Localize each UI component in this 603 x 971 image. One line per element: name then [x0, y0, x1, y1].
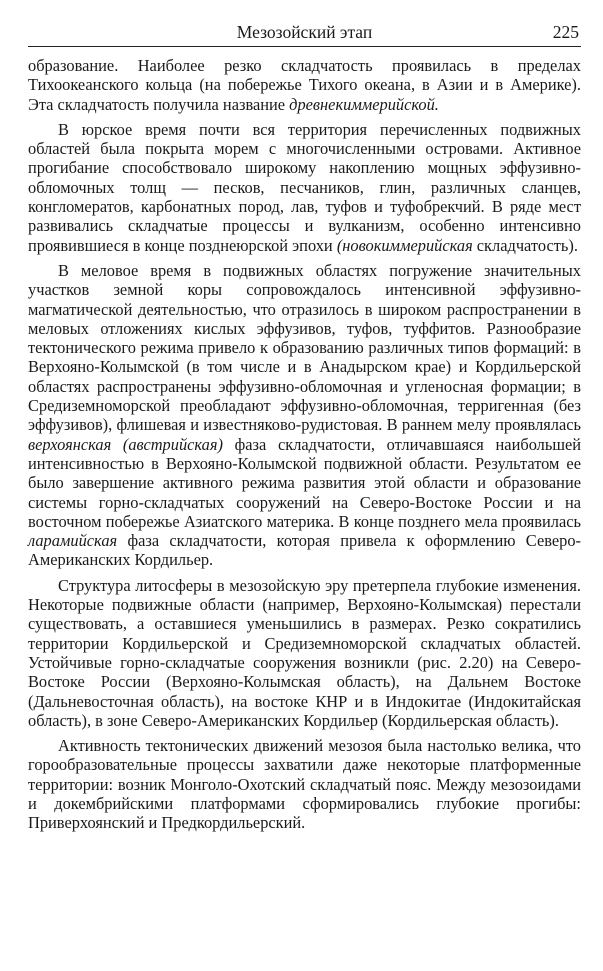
paragraph-3-term-verkhoyansk-austrian: верхоянская (австрийская) [28, 434, 223, 454]
paragraph-5-text-1: Активность тектонических движений мезозоя была настолько велика, что горообразовательные процессы захватили даже некоторые платформенные территории: возник Монголо-Охотский складчатый пояс. Между мезозоидами и докембрийскими платформами сформировались глубокие прогибы: Приверхоянский и Предкордильерский. [28, 736, 581, 833]
page-number: 225 [552, 22, 579, 42]
paragraph-2-text-2: складчатость). [472, 235, 578, 255]
paragraph-3-text-3: фаза складчатости, которая привела к оформлению Северо-Американских Кордильер. [28, 531, 581, 570]
running-head [28, 20, 581, 47]
paragraph-2 [28, 120, 581, 255]
running-title: Мезозойский этап [236, 22, 373, 42]
body-text [28, 56, 581, 833]
paragraph-4 [28, 576, 581, 730]
paragraph-3-term-laramide: ларамийская [28, 531, 118, 551]
paragraph-4-text-1: Структура литосферы в мезозойскую эру претерпела глубокие изменения. Некоторые подвижные области (например, Верхояно-Колымская) перестали существовать, а оставшиеся уменьшились в размерах. Резко сократились территории Кордильерской и Средиземноморской складчатых областей. Устойчивые горно-складчатые сооружения возникли (рис. 2.20) на Северо-Востоке России (Верхояно-Колымская область), на Дальнем Востоке (Дальневосточная область), на востоке КНР и в Индокитае (Индокитайская область), в зоне Северо-Американских Кордильер (Кордильерская область). [28, 575, 581, 730]
paragraph-1 [28, 56, 581, 114]
paragraph-3-text-1: В меловое время в подвижных областях погружение значительных участков земной коры сопровождалось интенсивной эффузивно-магматической деятельностью, что отразилось в широком распространении в меловых отложениях кислых эффузивов, туфов, туффитов. Разнообразие тектонического режима привело к образованию различных типов формаций: в Верхояно-Колымской (в том числе и в Анадырском крае) и Кордильерской областях распространены эффузивно-обломочная и угленосная формации; в Средиземноморской преобладают эффузивно-обломочная, терригенная (без эффузивов), флишевая и известняково-рудистовая. В раннем мелу проявлялась [28, 260, 581, 435]
paragraph-3 [28, 261, 581, 570]
paragraph-1-text-1: образование. Наиболее резко складчатость проявилась в пределах Тихоокеанского кольца (на побережье Тихого океана, в Азии и в Америке). Эта складчатость получила название [28, 56, 581, 114]
paragraph-2-term-new-cimmerian: (новокиммерийская [336, 235, 473, 255]
paragraph-2-text-1: В юрское время почти вся территория перечисленных подвижных областей была покрыта морем с многочисленными островами. Активное прогибание способствовало широкому накоплению мощных эффузивно-обломочных толщ — песков, песчаников, глин, различных сланцев, конгломератов, карбонатных пород, лав, туфов и туфобрекчий. В ряде мест развивались складчатые процессы и вулканизм, особенно интенсивно проявившиеся в конце позднеюрской эпохи [28, 119, 581, 255]
paragraph-1-term-ancient-cimmerian: древнекиммерийской. [289, 94, 439, 114]
paragraph-5 [28, 736, 581, 832]
paragraph-3-text-2: фаза складчатости, отличавшаяся наибольшей интенсивностью в Верхояно-Колымской подвижной области. Результатом ее было завершение активного режима развития этой области и образование системы горно-складчатых сооружений на Северо-Востоке России и на восточном побережье Азиатского материка. В конце позднего мела проявилась [28, 434, 581, 531]
